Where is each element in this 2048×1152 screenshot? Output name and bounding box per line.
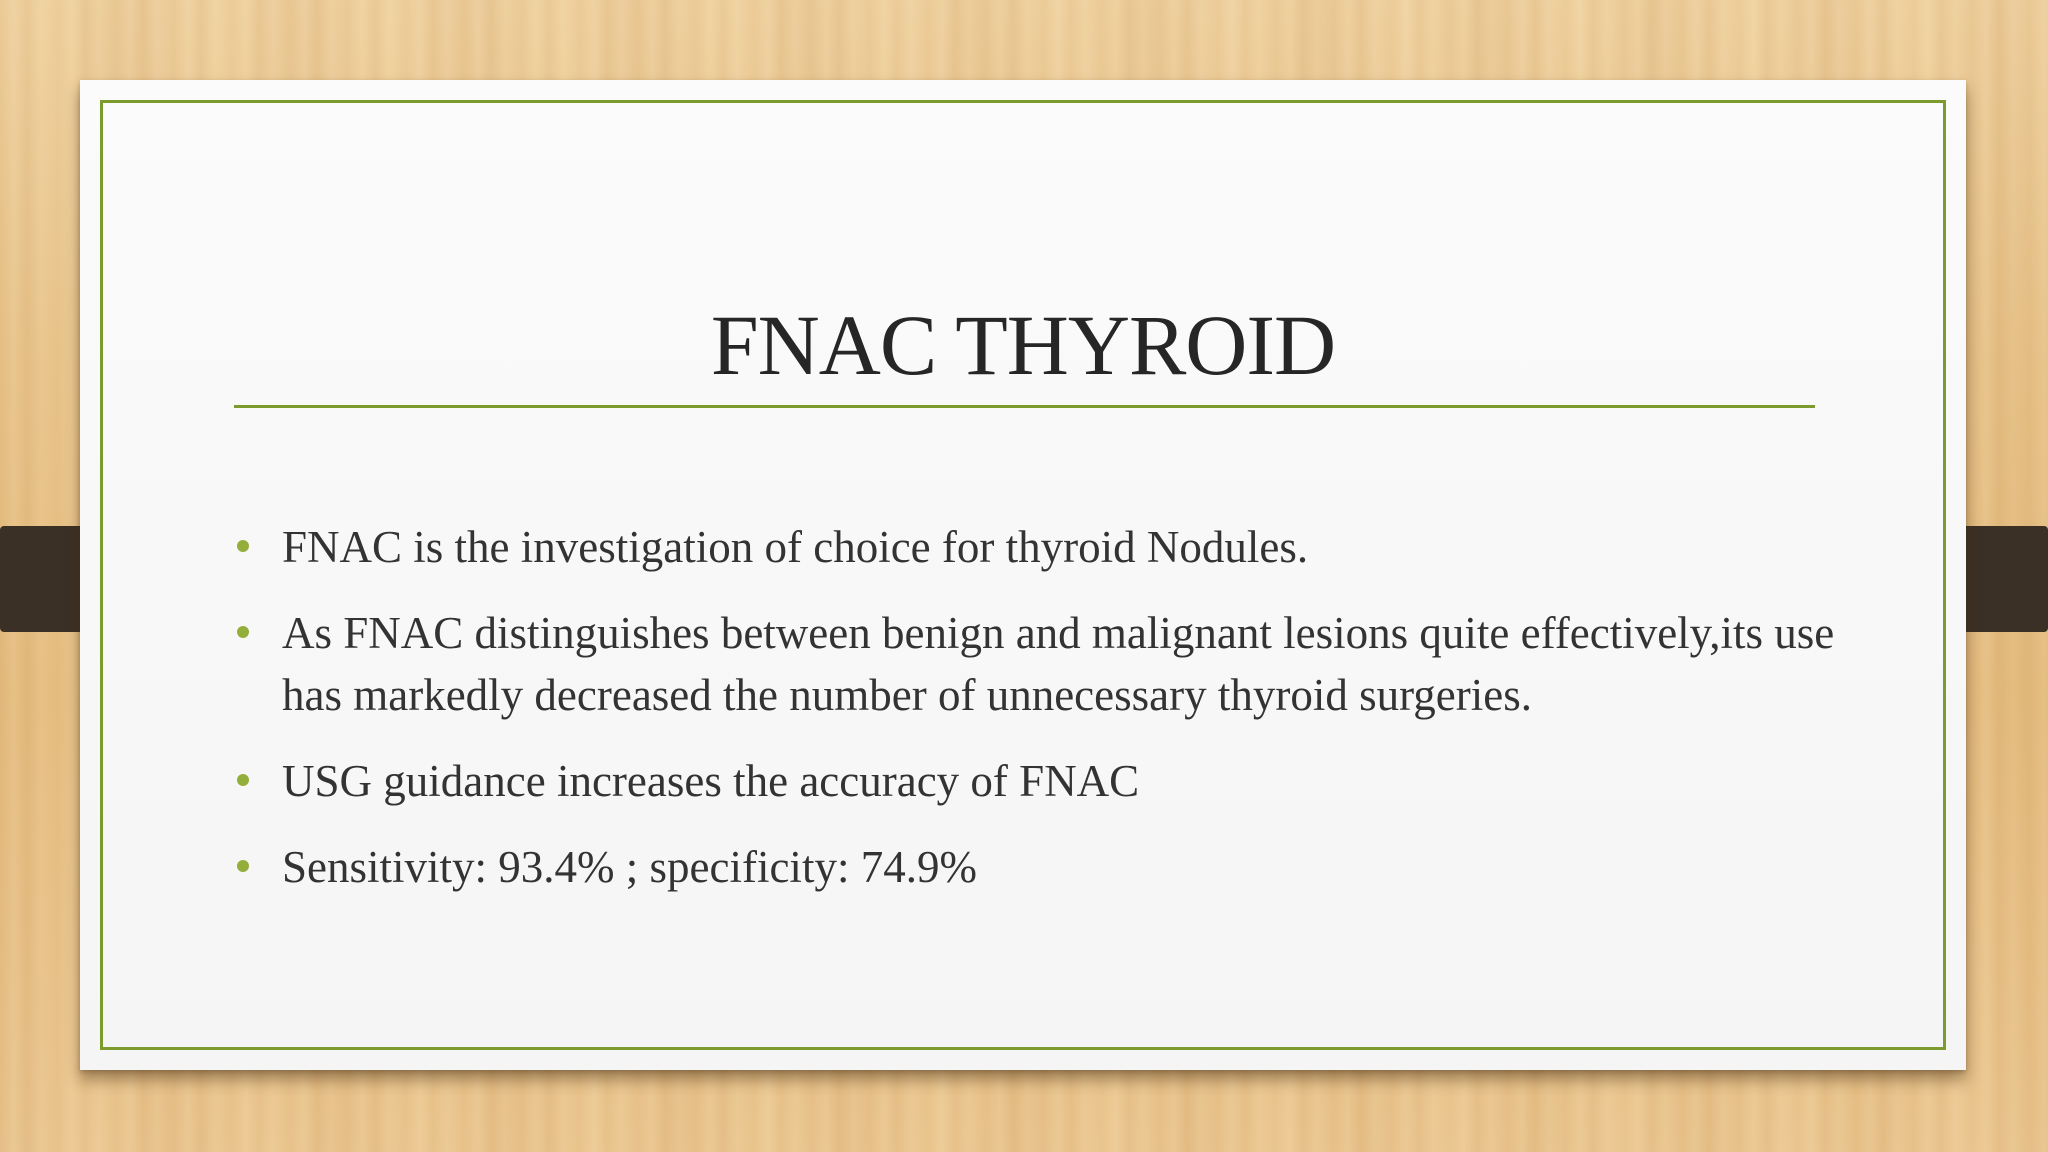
- bullet-dot-icon: [237, 774, 249, 786]
- bullet-dot-icon: [237, 626, 249, 638]
- bullet-dot-icon: [237, 860, 249, 872]
- bullet-item: [234, 516, 1874, 578]
- slide-paper: [80, 80, 1966, 1070]
- bullet-text: USG guidance increases the accuracy of FNAC: [282, 756, 1140, 806]
- bullet-item: [234, 836, 1874, 898]
- slide-title: FNAC THYROID: [710, 297, 1336, 393]
- title-divider: [234, 405, 1815, 408]
- bullet-text: FNAC is the investigation of choice for thyroid Nodules.: [282, 522, 1309, 572]
- bullet-dot-icon: [237, 540, 249, 552]
- bullet-item: [234, 750, 1874, 812]
- bullet-list: [234, 516, 1874, 922]
- bullet-item: [234, 602, 1874, 726]
- bullet-text: As FNAC distinguishes between benign and malignant lesions quite effectively,its use has markedly decreased the number of unnecessary thyroid surgeries.: [282, 608, 1835, 720]
- bullet-text: Sensitivity: 93.4% ; specificity: 74.9%: [282, 842, 977, 892]
